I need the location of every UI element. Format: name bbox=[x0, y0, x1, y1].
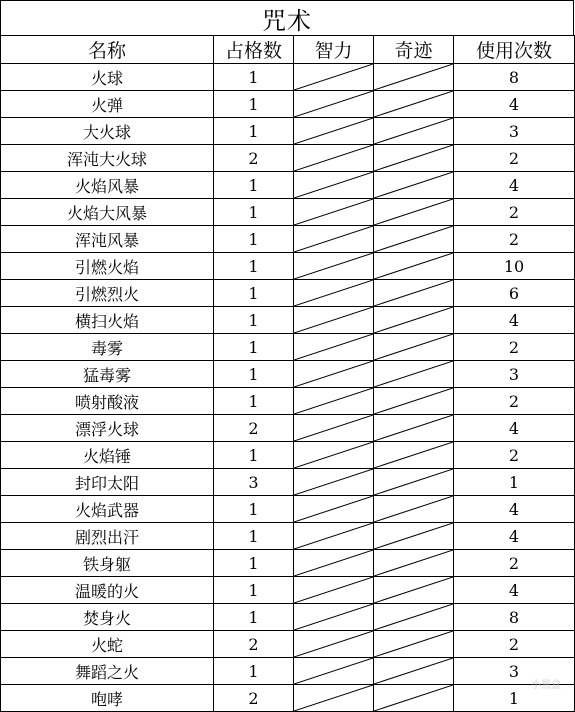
faith-empty-cell bbox=[374, 145, 454, 172]
diagonal-slash-icon bbox=[294, 658, 373, 684]
header-row bbox=[1, 36, 575, 64]
uses-cell: 4 bbox=[454, 172, 575, 199]
diagonal-slash-icon bbox=[294, 469, 373, 495]
slots-cell: 1 bbox=[214, 658, 294, 685]
uses-cell: 3 bbox=[454, 658, 575, 685]
spell-name-cell: 火弹 bbox=[1, 91, 214, 118]
faith-empty-cell bbox=[374, 334, 454, 361]
diagonal-slash-icon bbox=[374, 496, 453, 522]
uses-cell: 2 bbox=[454, 334, 575, 361]
table-row bbox=[1, 226, 575, 253]
diagonal-slash-icon bbox=[294, 577, 373, 603]
intelligence-empty-cell bbox=[294, 469, 374, 496]
diagonal-slash-icon bbox=[374, 388, 453, 414]
diagonal-slash-icon bbox=[374, 604, 453, 630]
table-row bbox=[1, 388, 575, 415]
slots-cell: 2 bbox=[214, 685, 294, 712]
diagonal-slash-icon bbox=[294, 442, 373, 468]
diagonal-slash-icon bbox=[294, 307, 373, 333]
spell-name-cell: 舞蹈之火 bbox=[1, 658, 214, 685]
slots-cell: 1 bbox=[214, 172, 294, 199]
slots-cell: 1 bbox=[214, 64, 294, 91]
spell-name-cell: 大火球 bbox=[1, 118, 214, 145]
faith-empty-cell bbox=[374, 199, 454, 226]
spell-name-cell: 引燃烈火 bbox=[1, 280, 214, 307]
faith-empty-cell bbox=[374, 685, 454, 712]
slots-cell: 1 bbox=[214, 307, 294, 334]
watermark-logo bbox=[531, 676, 561, 691]
slots-cell: 1 bbox=[214, 604, 294, 631]
slots-cell: 1 bbox=[214, 523, 294, 550]
diagonal-slash-icon bbox=[294, 415, 373, 441]
uses-cell: 2 bbox=[454, 550, 575, 577]
spell-name-cell: 封印太阳 bbox=[1, 469, 214, 496]
column-header-faith: 奇迹 bbox=[374, 36, 454, 64]
spell-name-cell: 引燃火焰 bbox=[1, 253, 214, 280]
uses-cell: 4 bbox=[454, 523, 575, 550]
table-row bbox=[1, 307, 575, 334]
uses-cell: 2 bbox=[454, 631, 575, 658]
intelligence-empty-cell bbox=[294, 550, 374, 577]
intelligence-empty-cell bbox=[294, 334, 374, 361]
uses-cell: 4 bbox=[454, 496, 575, 523]
intelligence-empty-cell bbox=[294, 685, 374, 712]
diagonal-slash-icon bbox=[374, 415, 453, 441]
table-row bbox=[1, 658, 575, 685]
slots-cell: 1 bbox=[214, 226, 294, 253]
uses-cell: 2 bbox=[454, 226, 575, 253]
column-header-slots: 占格数 bbox=[214, 36, 294, 64]
diagonal-slash-icon bbox=[294, 685, 373, 711]
diagonal-slash-icon bbox=[374, 199, 453, 225]
uses-cell: 3 bbox=[454, 118, 575, 145]
intelligence-empty-cell bbox=[294, 307, 374, 334]
diagonal-slash-icon bbox=[294, 280, 373, 306]
diagonal-slash-icon bbox=[374, 550, 453, 576]
diagonal-slash-icon bbox=[294, 631, 373, 657]
table-row bbox=[1, 496, 575, 523]
spell-name-cell: 横扫火焰 bbox=[1, 307, 214, 334]
spell-name-cell: 火焰武器 bbox=[1, 496, 214, 523]
diagonal-slash-icon bbox=[374, 91, 453, 117]
diagonal-slash-icon bbox=[294, 361, 373, 387]
faith-empty-cell bbox=[374, 280, 454, 307]
diagonal-slash-icon bbox=[374, 172, 453, 198]
uses-cell: 4 bbox=[454, 415, 575, 442]
diagonal-slash-icon bbox=[294, 199, 373, 225]
intelligence-empty-cell bbox=[294, 280, 374, 307]
spell-name-cell: 咆哮 bbox=[1, 685, 214, 712]
intelligence-empty-cell bbox=[294, 658, 374, 685]
intelligence-empty-cell bbox=[294, 118, 374, 145]
intelligence-empty-cell bbox=[294, 253, 374, 280]
table-row bbox=[1, 631, 575, 658]
slots-cell: 2 bbox=[214, 631, 294, 658]
slots-cell: 3 bbox=[214, 469, 294, 496]
faith-empty-cell bbox=[374, 226, 454, 253]
uses-cell: 2 bbox=[454, 199, 575, 226]
diagonal-slash-icon bbox=[374, 64, 453, 90]
table-row bbox=[1, 415, 575, 442]
slots-cell: 1 bbox=[214, 388, 294, 415]
diagonal-slash-icon bbox=[374, 361, 453, 387]
diagonal-slash-icon bbox=[294, 523, 373, 549]
intelligence-empty-cell bbox=[294, 388, 374, 415]
faith-empty-cell bbox=[374, 631, 454, 658]
faith-empty-cell bbox=[374, 118, 454, 145]
slots-cell: 1 bbox=[214, 118, 294, 145]
table-row bbox=[1, 577, 575, 604]
diagonal-slash-icon bbox=[294, 253, 373, 279]
diagonal-slash-icon bbox=[294, 172, 373, 198]
faith-empty-cell bbox=[374, 469, 454, 496]
sheet-title: 咒术 bbox=[0, 0, 574, 36]
intelligence-empty-cell bbox=[294, 91, 374, 118]
faith-empty-cell bbox=[374, 658, 454, 685]
table-row bbox=[1, 469, 575, 496]
table-row bbox=[1, 118, 575, 145]
faith-empty-cell bbox=[374, 91, 454, 118]
table-row bbox=[1, 523, 575, 550]
slots-cell: 1 bbox=[214, 253, 294, 280]
table-row bbox=[1, 64, 575, 91]
spell-name-cell: 毒雾 bbox=[1, 334, 214, 361]
intelligence-empty-cell bbox=[294, 577, 374, 604]
intelligence-empty-cell bbox=[294, 631, 374, 658]
diagonal-slash-icon bbox=[294, 91, 373, 117]
diagonal-slash-icon bbox=[294, 496, 373, 522]
uses-cell: 2 bbox=[454, 145, 575, 172]
diagonal-slash-icon bbox=[374, 334, 453, 360]
slots-cell: 1 bbox=[214, 91, 294, 118]
spell-name-cell: 喷射酸液 bbox=[1, 388, 214, 415]
table-row bbox=[1, 280, 575, 307]
table-row bbox=[1, 442, 575, 469]
diagonal-slash-icon bbox=[374, 631, 453, 657]
table-row bbox=[1, 685, 575, 712]
diagonal-slash-icon bbox=[294, 145, 373, 171]
diagonal-slash-icon bbox=[374, 658, 453, 684]
intelligence-empty-cell bbox=[294, 415, 374, 442]
faith-empty-cell bbox=[374, 253, 454, 280]
table-row bbox=[1, 199, 575, 226]
spell-name-cell: 漂浮火球 bbox=[1, 415, 214, 442]
uses-cell: 4 bbox=[454, 307, 575, 334]
watermark-text: 小黑盒 bbox=[531, 680, 561, 691]
faith-empty-cell bbox=[374, 307, 454, 334]
slots-cell: 2 bbox=[214, 145, 294, 172]
uses-cell: 10 bbox=[454, 253, 575, 280]
faith-empty-cell bbox=[374, 577, 454, 604]
table-row bbox=[1, 172, 575, 199]
uses-cell: 6 bbox=[454, 280, 575, 307]
slots-cell: 2 bbox=[214, 415, 294, 442]
spell-name-cell: 猛毒雾 bbox=[1, 361, 214, 388]
spell-name-cell: 铁身躯 bbox=[1, 550, 214, 577]
slots-cell: 1 bbox=[214, 550, 294, 577]
diagonal-slash-icon bbox=[374, 577, 453, 603]
diagonal-slash-icon bbox=[294, 550, 373, 576]
slots-cell: 1 bbox=[214, 496, 294, 523]
diagonal-slash-icon bbox=[374, 226, 453, 252]
intelligence-empty-cell bbox=[294, 199, 374, 226]
table-row bbox=[1, 145, 575, 172]
diagonal-slash-icon bbox=[374, 253, 453, 279]
faith-empty-cell bbox=[374, 550, 454, 577]
faith-empty-cell bbox=[374, 523, 454, 550]
intelligence-empty-cell bbox=[294, 442, 374, 469]
spell-name-cell: 火球 bbox=[1, 64, 214, 91]
diagonal-slash-icon bbox=[374, 523, 453, 549]
faith-empty-cell bbox=[374, 361, 454, 388]
spell-name-cell: 浑沌大火球 bbox=[1, 145, 214, 172]
table-row bbox=[1, 253, 575, 280]
uses-cell: 4 bbox=[454, 91, 575, 118]
uses-cell: 2 bbox=[454, 388, 575, 415]
spell-rows bbox=[1, 64, 575, 712]
faith-empty-cell bbox=[374, 496, 454, 523]
intelligence-empty-cell bbox=[294, 523, 374, 550]
uses-cell: 2 bbox=[454, 442, 575, 469]
slots-cell: 1 bbox=[214, 361, 294, 388]
faith-empty-cell bbox=[374, 604, 454, 631]
spell-name-cell: 火焰大风暴 bbox=[1, 199, 214, 226]
intelligence-empty-cell bbox=[294, 226, 374, 253]
intelligence-empty-cell bbox=[294, 604, 374, 631]
diagonal-slash-icon bbox=[294, 388, 373, 414]
spell-name-cell: 火焰风暴 bbox=[1, 172, 214, 199]
spell-table bbox=[0, 35, 575, 712]
column-header-name: 名称 bbox=[1, 36, 214, 64]
intelligence-empty-cell bbox=[294, 496, 374, 523]
table-row bbox=[1, 334, 575, 361]
diagonal-slash-icon bbox=[374, 685, 453, 711]
faith-empty-cell bbox=[374, 415, 454, 442]
diagonal-slash-icon bbox=[374, 118, 453, 144]
diagonal-slash-icon bbox=[294, 226, 373, 252]
slots-cell: 1 bbox=[214, 280, 294, 307]
spell-name-cell: 温暖的火 bbox=[1, 577, 214, 604]
faith-empty-cell bbox=[374, 64, 454, 91]
intelligence-empty-cell bbox=[294, 172, 374, 199]
column-header-intelligence: 智力 bbox=[294, 36, 374, 64]
table-row bbox=[1, 91, 575, 118]
intelligence-empty-cell bbox=[294, 64, 374, 91]
slots-cell: 1 bbox=[214, 442, 294, 469]
faith-empty-cell bbox=[374, 388, 454, 415]
faith-empty-cell bbox=[374, 172, 454, 199]
diagonal-slash-icon bbox=[374, 307, 453, 333]
intelligence-empty-cell bbox=[294, 145, 374, 172]
table-row bbox=[1, 604, 575, 631]
uses-cell: 1 bbox=[454, 469, 575, 496]
diagonal-slash-icon bbox=[294, 604, 373, 630]
diagonal-slash-icon bbox=[374, 145, 453, 171]
diagonal-slash-icon bbox=[374, 469, 453, 495]
uses-cell: 8 bbox=[454, 604, 575, 631]
slots-cell: 1 bbox=[214, 577, 294, 604]
spell-name-cell: 焚身火 bbox=[1, 604, 214, 631]
spell-name-cell: 火蛇 bbox=[1, 631, 214, 658]
diagonal-slash-icon bbox=[294, 334, 373, 360]
diagonal-slash-icon bbox=[374, 442, 453, 468]
column-header-uses: 使用次数 bbox=[454, 36, 575, 64]
diagonal-slash-icon bbox=[294, 118, 373, 144]
slots-cell: 1 bbox=[214, 199, 294, 226]
intelligence-empty-cell bbox=[294, 361, 374, 388]
uses-cell: 4 bbox=[454, 577, 575, 604]
uses-cell: 8 bbox=[454, 64, 575, 91]
table-row bbox=[1, 550, 575, 577]
diagonal-slash-icon bbox=[374, 280, 453, 306]
spell-name-cell: 剧烈出汗 bbox=[1, 523, 214, 550]
faith-empty-cell bbox=[374, 442, 454, 469]
slots-cell: 1 bbox=[214, 334, 294, 361]
uses-cell: 3 bbox=[454, 361, 575, 388]
spell-name-cell: 浑沌风暴 bbox=[1, 226, 214, 253]
diagonal-slash-icon bbox=[294, 64, 373, 90]
spell-name-cell: 火焰锤 bbox=[1, 442, 214, 469]
table-row bbox=[1, 361, 575, 388]
uses-cell: 1 bbox=[454, 685, 575, 712]
